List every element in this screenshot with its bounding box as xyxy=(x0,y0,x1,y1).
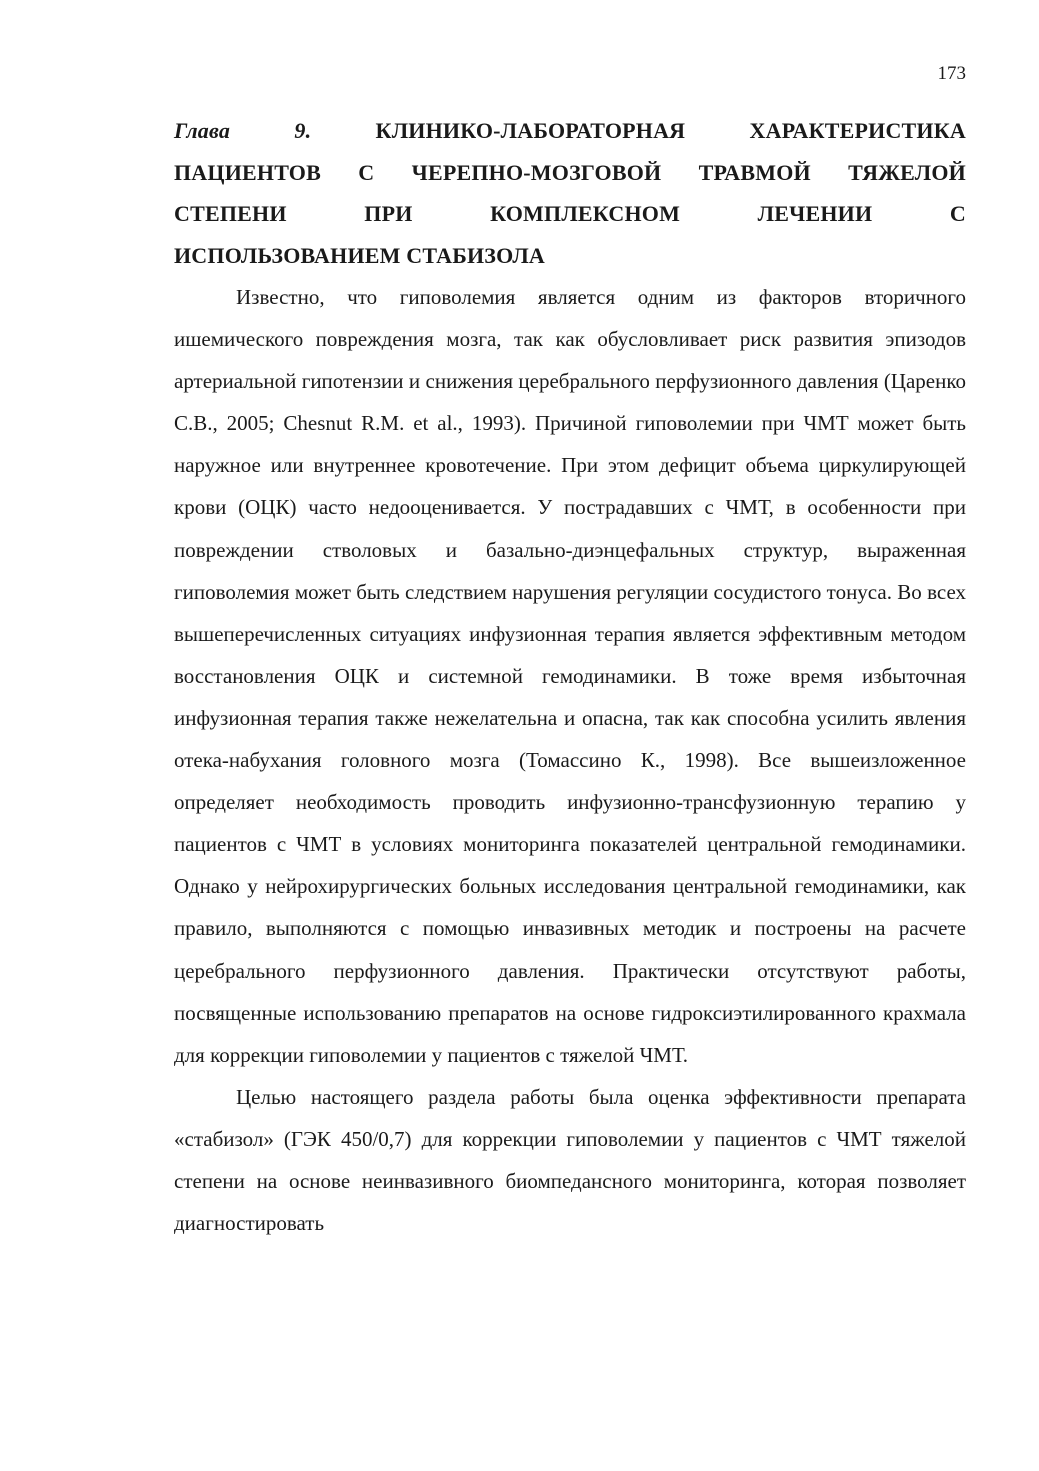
heading-line-4: ИСПОЛЬЗОВАНИЕМ СТАБИЗОЛА xyxy=(174,242,546,268)
chapter-heading xyxy=(174,110,966,276)
heading-line-3: СТЕПЕНИ ПРИ КОМПЛЕКСНОМ ЛЕЧЕНИИ С xyxy=(174,201,966,226)
heading-line-1 xyxy=(174,110,966,152)
chapter-label: Глава 9. xyxy=(174,118,312,143)
page-content xyxy=(174,110,966,1244)
heading-line-2: ПАЦИЕНТОВ С ЧЕРЕПНО-МОЗГОВОЙ ТРАВМОЙ ТЯЖЕЛОЙ xyxy=(174,159,966,185)
body-paragraph-1: Известно, что гиповолемия является одним из факторов вторичного ишемического повреждения мозга, так как обусловливает риск развития эпизодов артериальной гипотензии и снижения церебрального перфузионного давления (Царенко С.В., 2005; Chesnut R.M. et al., 1993). Причиной гиповолемии при ЧМТ может быть наружное или внутреннее кровотечение. При этом дефицит объема циркулирующей крови (ОЦК) часто недооценивается. У пострадавших с ЧМТ, в особенности при повреждении стволовых и базально-диэнцефальных структур, выраженная гиповолемия может быть следствием нарушения регуляции сосудистого тонуса. Во всех вышеперечисленных ситуациях инфузионная терапия является эффективным методом восстановления ОЦК и системной гемодинамики. В тоже время избыточная инфузионная терапия также нежелательна и опасна, так как способна усилить явления отека-набухания головного мозга (Томассино К., 1998). Все вышеизложенное определяет необходимость проводить инфузионно-трансфузионную терапию у пациентов с ЧМТ в условиях мониторинга показателей центральной гемодинамики. Однако у нейрохирургических больных исследования центральной гемодинамики, как правило, выполняются с помощью инвазивных методик и построены на расчете церебрального перфузионного давления. Практически отсутствуют работы, посвященные использованию препаратов на основе гидроксиэтилированного крахмала для коррекции гиповолемии у пациентов с тяжелой ЧМТ. xyxy=(174,285,966,1067)
body-paragraph-2: Целью настоящего раздела работы была оценка эффективности препарата «стабизол» (ГЭК 450/0,7) для коррекции гиповолемии у пациентов с ЧМТ тяжелой степени на основе неинвазивного биомпедансного мониторинга, которая позволяет диагностировать xyxy=(174,1084,966,1236)
heading-line-1-text: КЛИНИКО-ЛАБОРАТОРНАЯ ХАРАКТЕРИСТИКА xyxy=(375,118,966,143)
page-number: 173 xyxy=(937,63,966,84)
